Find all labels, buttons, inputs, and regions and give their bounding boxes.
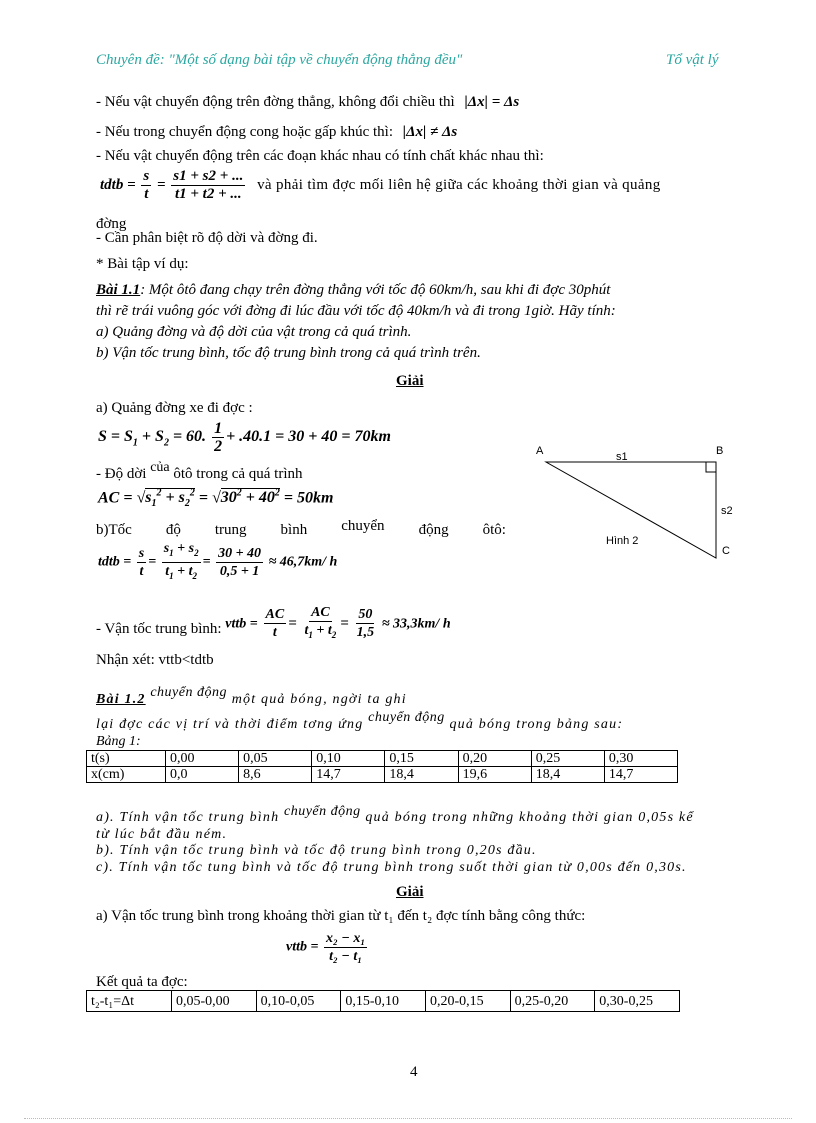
table-2 [86,990,680,1012]
intro-line-3: - Nếu vật chuyển động trên các đoạn khác nhau có tính chất khác nhau thì: [96,148,544,164]
bai11-line-1: Bài 1.1: Một ôtô đang chạy trên đờng thẳng với tốc độ 60km/h, sau khi đi đợc 30phút [96,282,611,298]
intro-line-2: - Nếu trong chuyển động cong hoặc gấp khúc thì: |Δx| ≠ Δs [96,124,458,140]
label-s2: s2 [721,505,733,517]
intro-line-4-text: và phải tìm đợc mối liên hệ giữa các khoảng thời gian và quảng [257,176,661,193]
giai2-result: Kết quả ta đợc: [96,974,188,990]
table-row: t₂-t₁=Δt 0,05-0,00 0,10-0,05 0,15-0,10 0,20-0,15 0,25-0,20 0,30-0,25 [87,991,680,1012]
triangle-figure [530,440,750,570]
giai1-b-formula: tdtb = $\frac{s}{t}$ = $\frac{s_1 + s_2}{t_1 + t_2}$ = $\frac{30 + 40}{0,5 + 1}$ ≈ 46,7km/ h [98,541,338,581]
giai1-d-text: - Độ dời của ôtô trong cả quá trình [96,460,303,482]
giai1-nx: Nhận xét: vttb<tdtb [96,652,214,668]
giai1-v-line: - Vận tốc trung bình: vttb = $\frac{AC}{t}$ = $\frac{AC}{t_1 + t_2}$ = $\frac{50}{1,5}$ ≈ 33,3km/ h [96,605,451,641]
intro-math-1: |Δx| = Δs [464,94,520,110]
giai1-b-line: b)Tốc độ trung bình chuyển động ôtô: [96,518,506,538]
intro-math-2: |Δx| ≠ Δs [402,124,458,140]
bai12-line-2: lại đợc các vị trí và thời điểm tơng ứng chuyển động quả bóng trong bảng sau: [96,710,624,732]
bai11-label: Bài 1.1 [96,282,141,298]
header-right: Tổ vật lý [666,52,719,68]
bai12-label: Bài 1.2 [96,692,146,707]
giai1-d-formula: AC = $√s_1^2 + s_2^2 = √30^2 + 40^2 = 50km$ [98,488,334,510]
intro-line-7: * Bài tập ví dụ: [96,256,189,272]
label-A: A [536,445,544,457]
table-row: t(s) 0,00 0,05 0,10 0,15 0,20 0,25 0,30 [87,751,678,767]
right-angle-mark [706,462,716,472]
intro-line-1: - Nếu vật chuyển động trên đờng thẳng, không đổi chiều thì |Δx| = Δs [96,94,520,110]
frac-s-t: $\frac{s}{t}$ [143,168,150,202]
bai12-qb: b). Tính vận tốc trung bình và tốc độ trung bình trong 0,20s đầu. [96,843,537,858]
figure-caption: Hình 2 [606,535,639,547]
table-1 [86,750,678,783]
giai1-a-formula: $S = S_1 + S_2 = 60$. $\frac{1}{2}$ + .40.1 = 30 + 40 = 70km [98,420,391,455]
giai2-a-text: a) Vận tốc trung bình trong khoảng thời gian từ t₁ đến t₂ đợc tính bằng công thức: [96,908,586,924]
bai11-line-3: a) Quảng đờng và độ dời của vật trong cả quá trình. [96,324,412,340]
header-prefix: Chuyên đề: [96,52,165,68]
page-bottom-divider [24,1118,792,1119]
page-number: 4 [410,1064,418,1080]
giai1-title: Giải [396,373,424,389]
table-row: x(cm) 0,0 8,6 14,7 18,4 19,6 18,4 14,7 [87,767,678,783]
frac-sum: $\frac{s1 + s2 + ...}{t1 + t2 + ...}$ [173,168,244,202]
bai11-line-2: thì rẽ trái vuông góc với đờng đi lúc đầu với tốc độ 40km/h và đi trong 1giờ. Hãy tính: [96,303,616,319]
header-title: "Một số dạng bài tập về chuyển động thẳng đều" [168,52,463,68]
bai11-line-4: b) Vận tốc trung bình, tốc độ trung bình trong cả quá trình trên. [96,345,481,361]
bai12-line-1: Bài 1.2 chuyển động một quả bóng, ngời ta ghi [96,685,407,707]
giai2-formula: vttb = $\frac{\text{x₂ − x₁}}{\text{t₂ − t₁}}$ [286,931,366,964]
giai1-a-text: a) Quảng đờng xe đi đợc : [96,400,253,416]
tdtb-lhs: tdtb = [100,176,136,193]
intro-line-6: - Cần phân biệt rõ độ dời và đờng đi. [96,230,318,246]
bai12-qc: c). Tính vận tốc tung bình và tốc độ trung bình trong suốt thời gian từ 0,00s đến 0,30s. [96,860,687,875]
bai12-table-label: Bảng 1: [96,734,141,749]
intro-line-5: đờng [96,216,127,232]
bai12-qa: a). Tính vận tốc trung bình chuyển động quả bóng trong những khoảng thời gian 0,05s kể [96,804,694,825]
intro-formula-line: tdtb = $\frac{s}{t}$ = $\frac{s1 + s2 + ...}{t1 + t2 + ...}$ và phải tìm đợc mối liên hệ giữa các khoảng thời gian và quảng [100,168,661,202]
header-left [96,52,462,69]
label-s1: s1 [616,451,628,463]
giai2-title: Giải [396,884,424,900]
label-C: C [722,545,730,557]
bai12-qa-cont: từ lúc bắt đầu ném. [96,827,228,842]
label-B: B [716,445,724,457]
